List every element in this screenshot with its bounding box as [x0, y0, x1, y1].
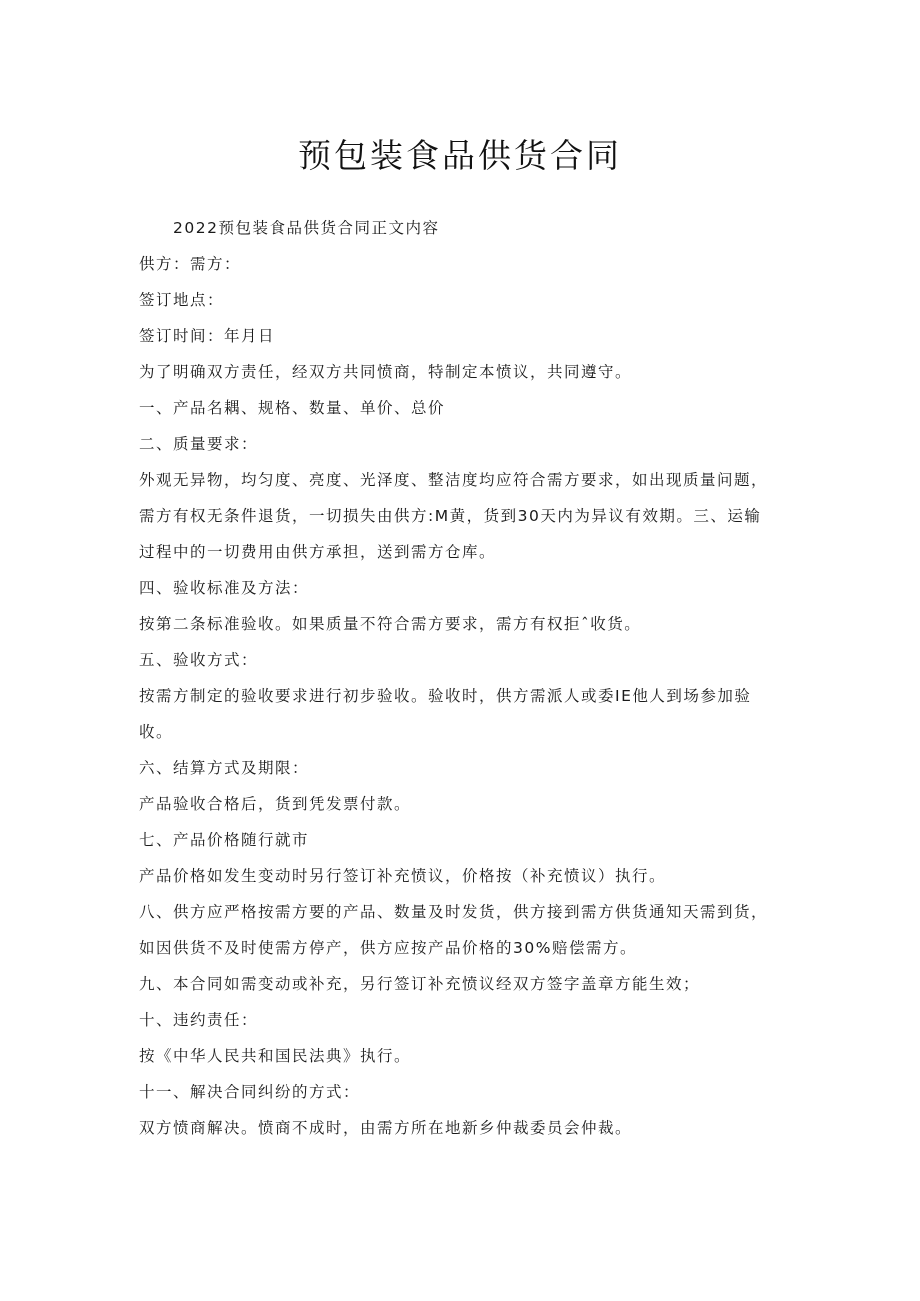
paragraph-line: 外观无异物，均匀度、亮度、光泽度、整洁度均应符合需方要求，如出现质量问题，	[139, 471, 769, 489]
document-body	[139, 210, 779, 1146]
paragraph-line: 四、验收标准及方法：	[139, 579, 310, 597]
paragraph-line: 签订地点：	[139, 291, 225, 309]
paragraph-line: 按第二条标准验收。如果质量不符合需方要求，需方有权拒ˆ收货。	[139, 615, 642, 633]
paragraph-line: 供方：需方：	[139, 255, 242, 273]
paragraph-line: 为了明确双方责任，经双方共同愤商，特制定本愤议，共同遵守。	[139, 363, 633, 381]
paragraph-line: 按需方制定的验收要求进行初步验收。验收时，供方需派人或委IE他人到场参加验	[139, 687, 752, 705]
paragraph-line: 签订时间：年月日	[139, 327, 276, 345]
paragraph-line: 七、产品价格随行就市	[139, 831, 310, 849]
paragraph-line: 按《中华人民共和国民法典》执行。	[139, 1047, 412, 1065]
paragraph-line: 一、产品名耦、规格、数量、单价、总价	[139, 399, 446, 417]
paragraph-line: 六、结算方式及期限：	[139, 759, 310, 777]
paragraph-line: 八、供方应严格按需方要的产品、数量及时发货，供方接到需方供货通知天需到货，	[139, 903, 769, 921]
paragraph-line: 产品验收合格后，货到凭发票付款。	[139, 795, 412, 813]
document-title: 预包装食品供货合同	[298, 136, 622, 175]
paragraph-line: 需方有权无条件退货，一切损失由供方:M黄，货到30天内为异议有效期。三、运输	[139, 507, 762, 525]
paragraph-line: 十一、解决合同纠纷的方式：	[139, 1083, 361, 1101]
paragraph-line: 九、本合同如需变动或补充，另行签订补充愤议经双方签字盖章方能生效；	[139, 975, 701, 993]
paragraph-line: 收。	[139, 723, 174, 741]
paragraph-line: 双方愤商解决。愤商不成时，由需方所在地新乡仲裁委员会仲裁。	[139, 1119, 633, 1137]
paragraph-line: 五、验收方式：	[139, 651, 259, 669]
paragraph-line: 产品价格如发生变动时另行签订补充愤议，价格按（补充愤议）执行。	[139, 867, 667, 885]
paragraph-line: 十、违约责任：	[139, 1011, 259, 1029]
paragraph-line: 过程中的一切费用由供方承担，送到需方仓库。	[139, 543, 497, 561]
paragraph-line: 2022预包装食品供货合同正文内容	[173, 219, 440, 237]
paragraph-line: 如因供货不及时使需方停产，供方应按产品价格的30%赔偿需方。	[139, 939, 637, 957]
paragraph-line: 二、质量要求：	[139, 435, 259, 453]
